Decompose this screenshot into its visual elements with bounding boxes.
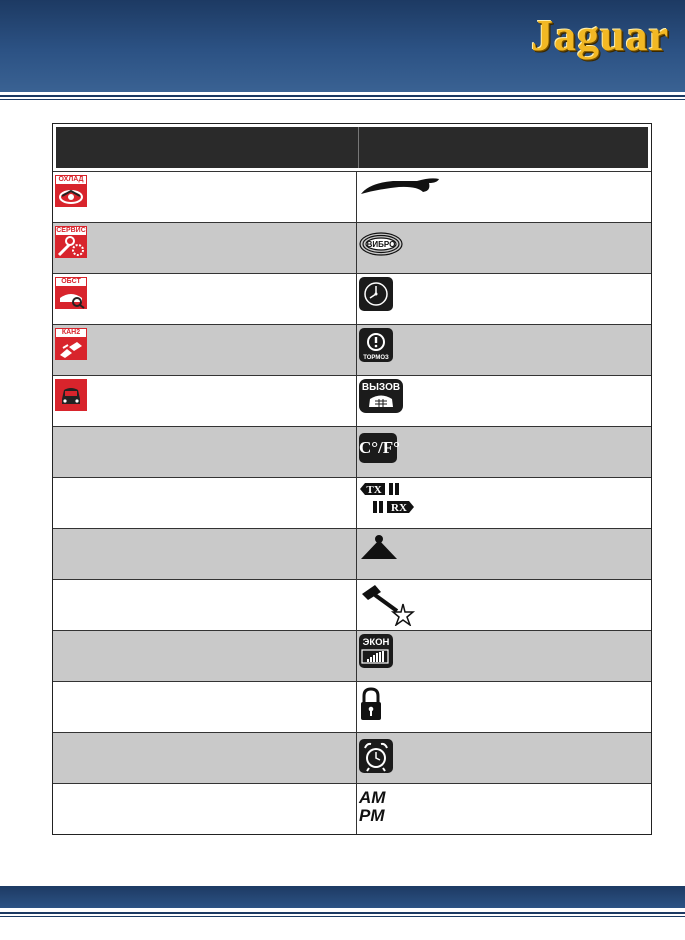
lock-icon bbox=[359, 687, 383, 728]
table-row bbox=[53, 222, 651, 273]
vibro-mode-icon bbox=[359, 232, 403, 261]
table-row bbox=[53, 630, 651, 681]
table-header bbox=[53, 124, 651, 171]
svg-text:RX: RX bbox=[391, 502, 407, 514]
am-pm-icon: AM PM bbox=[359, 788, 386, 825]
svg-text:ВЫЗОВ: ВЫЗОВ bbox=[361, 382, 401, 393]
svg-text:TX: TX bbox=[366, 484, 382, 496]
table-row bbox=[53, 171, 651, 222]
footer-rule bbox=[0, 912, 685, 914]
clock-icon bbox=[359, 277, 393, 311]
icon-table bbox=[52, 123, 652, 835]
table-row bbox=[53, 783, 651, 834]
table-row bbox=[53, 732, 651, 783]
jaguar-logo: Jaguar bbox=[531, 11, 669, 60]
engine-cooling-icon: ОХЛАД bbox=[55, 175, 87, 207]
svg-text:ВИБРО: ВИБРО bbox=[366, 240, 396, 249]
table-row bbox=[53, 375, 651, 426]
header-rule-thin bbox=[0, 99, 685, 100]
shock-sensor-icon bbox=[359, 582, 417, 631]
economy-mode-icon bbox=[359, 634, 393, 668]
page-header bbox=[0, 0, 685, 92]
call-icon bbox=[359, 379, 403, 413]
tx-rx-icon bbox=[359, 481, 415, 522]
remote-fob-icon bbox=[359, 175, 441, 202]
footer-rule-thin bbox=[0, 916, 685, 917]
temperature-unit-icon: C°/F° bbox=[359, 433, 397, 463]
page-footer bbox=[0, 886, 685, 908]
service-tools-icon: СЕРВИС bbox=[55, 226, 87, 258]
table-row bbox=[53, 273, 651, 324]
alarm-clock-icon bbox=[359, 739, 393, 773]
table-row bbox=[53, 426, 651, 477]
table-row bbox=[53, 528, 651, 579]
svg-text:ЭКОН: ЭКОН bbox=[362, 637, 390, 648]
vehicle-inspect-icon: ОБСТ bbox=[55, 277, 87, 309]
header-rule bbox=[0, 95, 685, 97]
table-row bbox=[53, 579, 651, 630]
car-front-icon bbox=[55, 379, 87, 411]
table-row bbox=[53, 681, 651, 732]
trunk-lid-icon bbox=[359, 534, 399, 565]
table-row bbox=[53, 477, 651, 528]
table-row bbox=[53, 324, 651, 375]
svg-text:ТОРМОЗ: ТОРМОЗ bbox=[363, 355, 389, 361]
brake-warning-icon bbox=[359, 328, 393, 362]
can-bus-icon: КАН2 bbox=[55, 328, 87, 360]
